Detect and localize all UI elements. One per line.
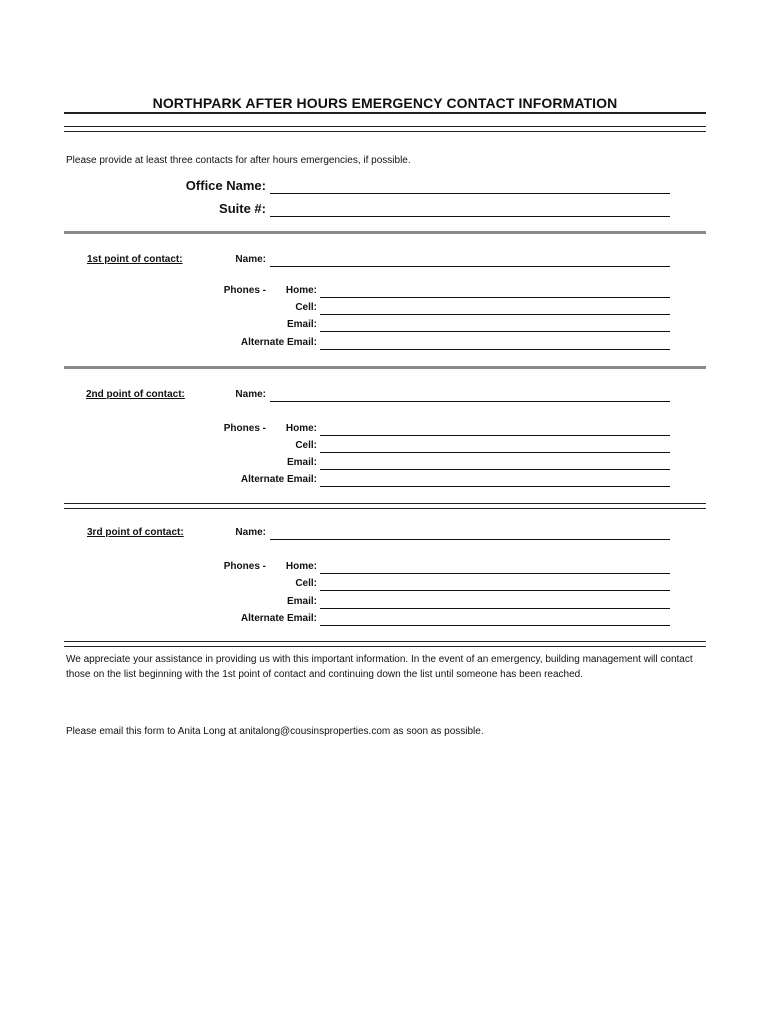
double-divider: [64, 503, 706, 509]
contact-2-phones-label: Phones -: [223, 423, 266, 434]
contact-3-cell-field[interactable]: [320, 580, 670, 591]
contact-2-name-field[interactable]: [270, 391, 670, 402]
contact-1-name-label: Name:: [235, 254, 266, 265]
section-divider: [64, 231, 706, 234]
contact-2-home-field[interactable]: [320, 425, 670, 436]
contact-3-home-label: Home:: [285, 561, 317, 572]
contact-1-alt-email-label: Alternate Email:: [240, 337, 317, 348]
contact-1-cell-field[interactable]: [320, 304, 670, 315]
suite-label: Suite #:: [219, 201, 266, 216]
contact-1-phones-label: Phones -: [223, 285, 266, 296]
office-name-label: Office Name:: [185, 178, 266, 193]
contact-2-home-label: Home:: [285, 423, 317, 434]
contact-1-home-field[interactable]: [320, 287, 670, 298]
office-name-field[interactable]: [270, 183, 670, 194]
contact-1-alt-email-field[interactable]: [320, 339, 670, 350]
appreciation-paragraph: We appreciate your assistance in providing us with this important information. In the event of an emergency, building management will contact those on the list beginning with the 1st point of contact and continuing down the list until someone has been reached.: [66, 654, 693, 680]
contact-3-home-field[interactable]: [320, 563, 670, 574]
contact-1-email-field[interactable]: [320, 321, 670, 332]
contact-2-heading: 2nd point of contact:: [86, 389, 185, 400]
contact-3-name-field[interactable]: [270, 529, 670, 540]
section-divider: [64, 366, 706, 369]
instructions-text: Please provide at least three contacts for after hours emergencies, if possible.: [66, 155, 411, 166]
contact-2-alt-email-label: Alternate Email:: [240, 474, 317, 485]
double-divider-top: [64, 126, 706, 132]
contact-3-heading: 3rd point of contact:: [87, 527, 184, 538]
contact-1-home-label: Home:: [285, 285, 317, 296]
contact-3-name-label: Name:: [235, 527, 266, 538]
title-underline: [64, 112, 706, 114]
contact-3-email-field[interactable]: [320, 598, 670, 609]
contact-2-email-field[interactable]: [320, 459, 670, 470]
contact-2-cell-field[interactable]: [320, 442, 670, 453]
contact-1-cell-label: Cell:: [295, 302, 317, 313]
contact-1-email-label: Email:: [286, 319, 317, 330]
contact-2-name-label: Name:: [235, 389, 266, 400]
contact-3-email-label: Email:: [286, 596, 317, 607]
contact-3-alt-email-field[interactable]: [320, 615, 670, 626]
email-request-paragraph: Please email this form to Anita Long at anitalong@cousinsproperties.com as soon as possible.: [66, 726, 484, 737]
form-title: NORTHPARK AFTER HOURS EMERGENCY CONTACT INFORMATION: [152, 95, 618, 111]
contact-3-phones-label: Phones -: [223, 561, 266, 572]
contact-3-alt-email-label: Alternate Email:: [240, 613, 317, 624]
contact-2-email-label: Email:: [286, 457, 317, 468]
contact-3-cell-label: Cell:: [295, 578, 317, 589]
contact-2-cell-label: Cell:: [295, 440, 317, 451]
contact-1-name-field[interactable]: [270, 256, 670, 267]
suite-field[interactable]: [270, 206, 670, 217]
contact-1-heading: 1st point of contact:: [87, 254, 183, 265]
contact-2-alt-email-field[interactable]: [320, 476, 670, 487]
double-divider-bottom: [64, 641, 706, 647]
